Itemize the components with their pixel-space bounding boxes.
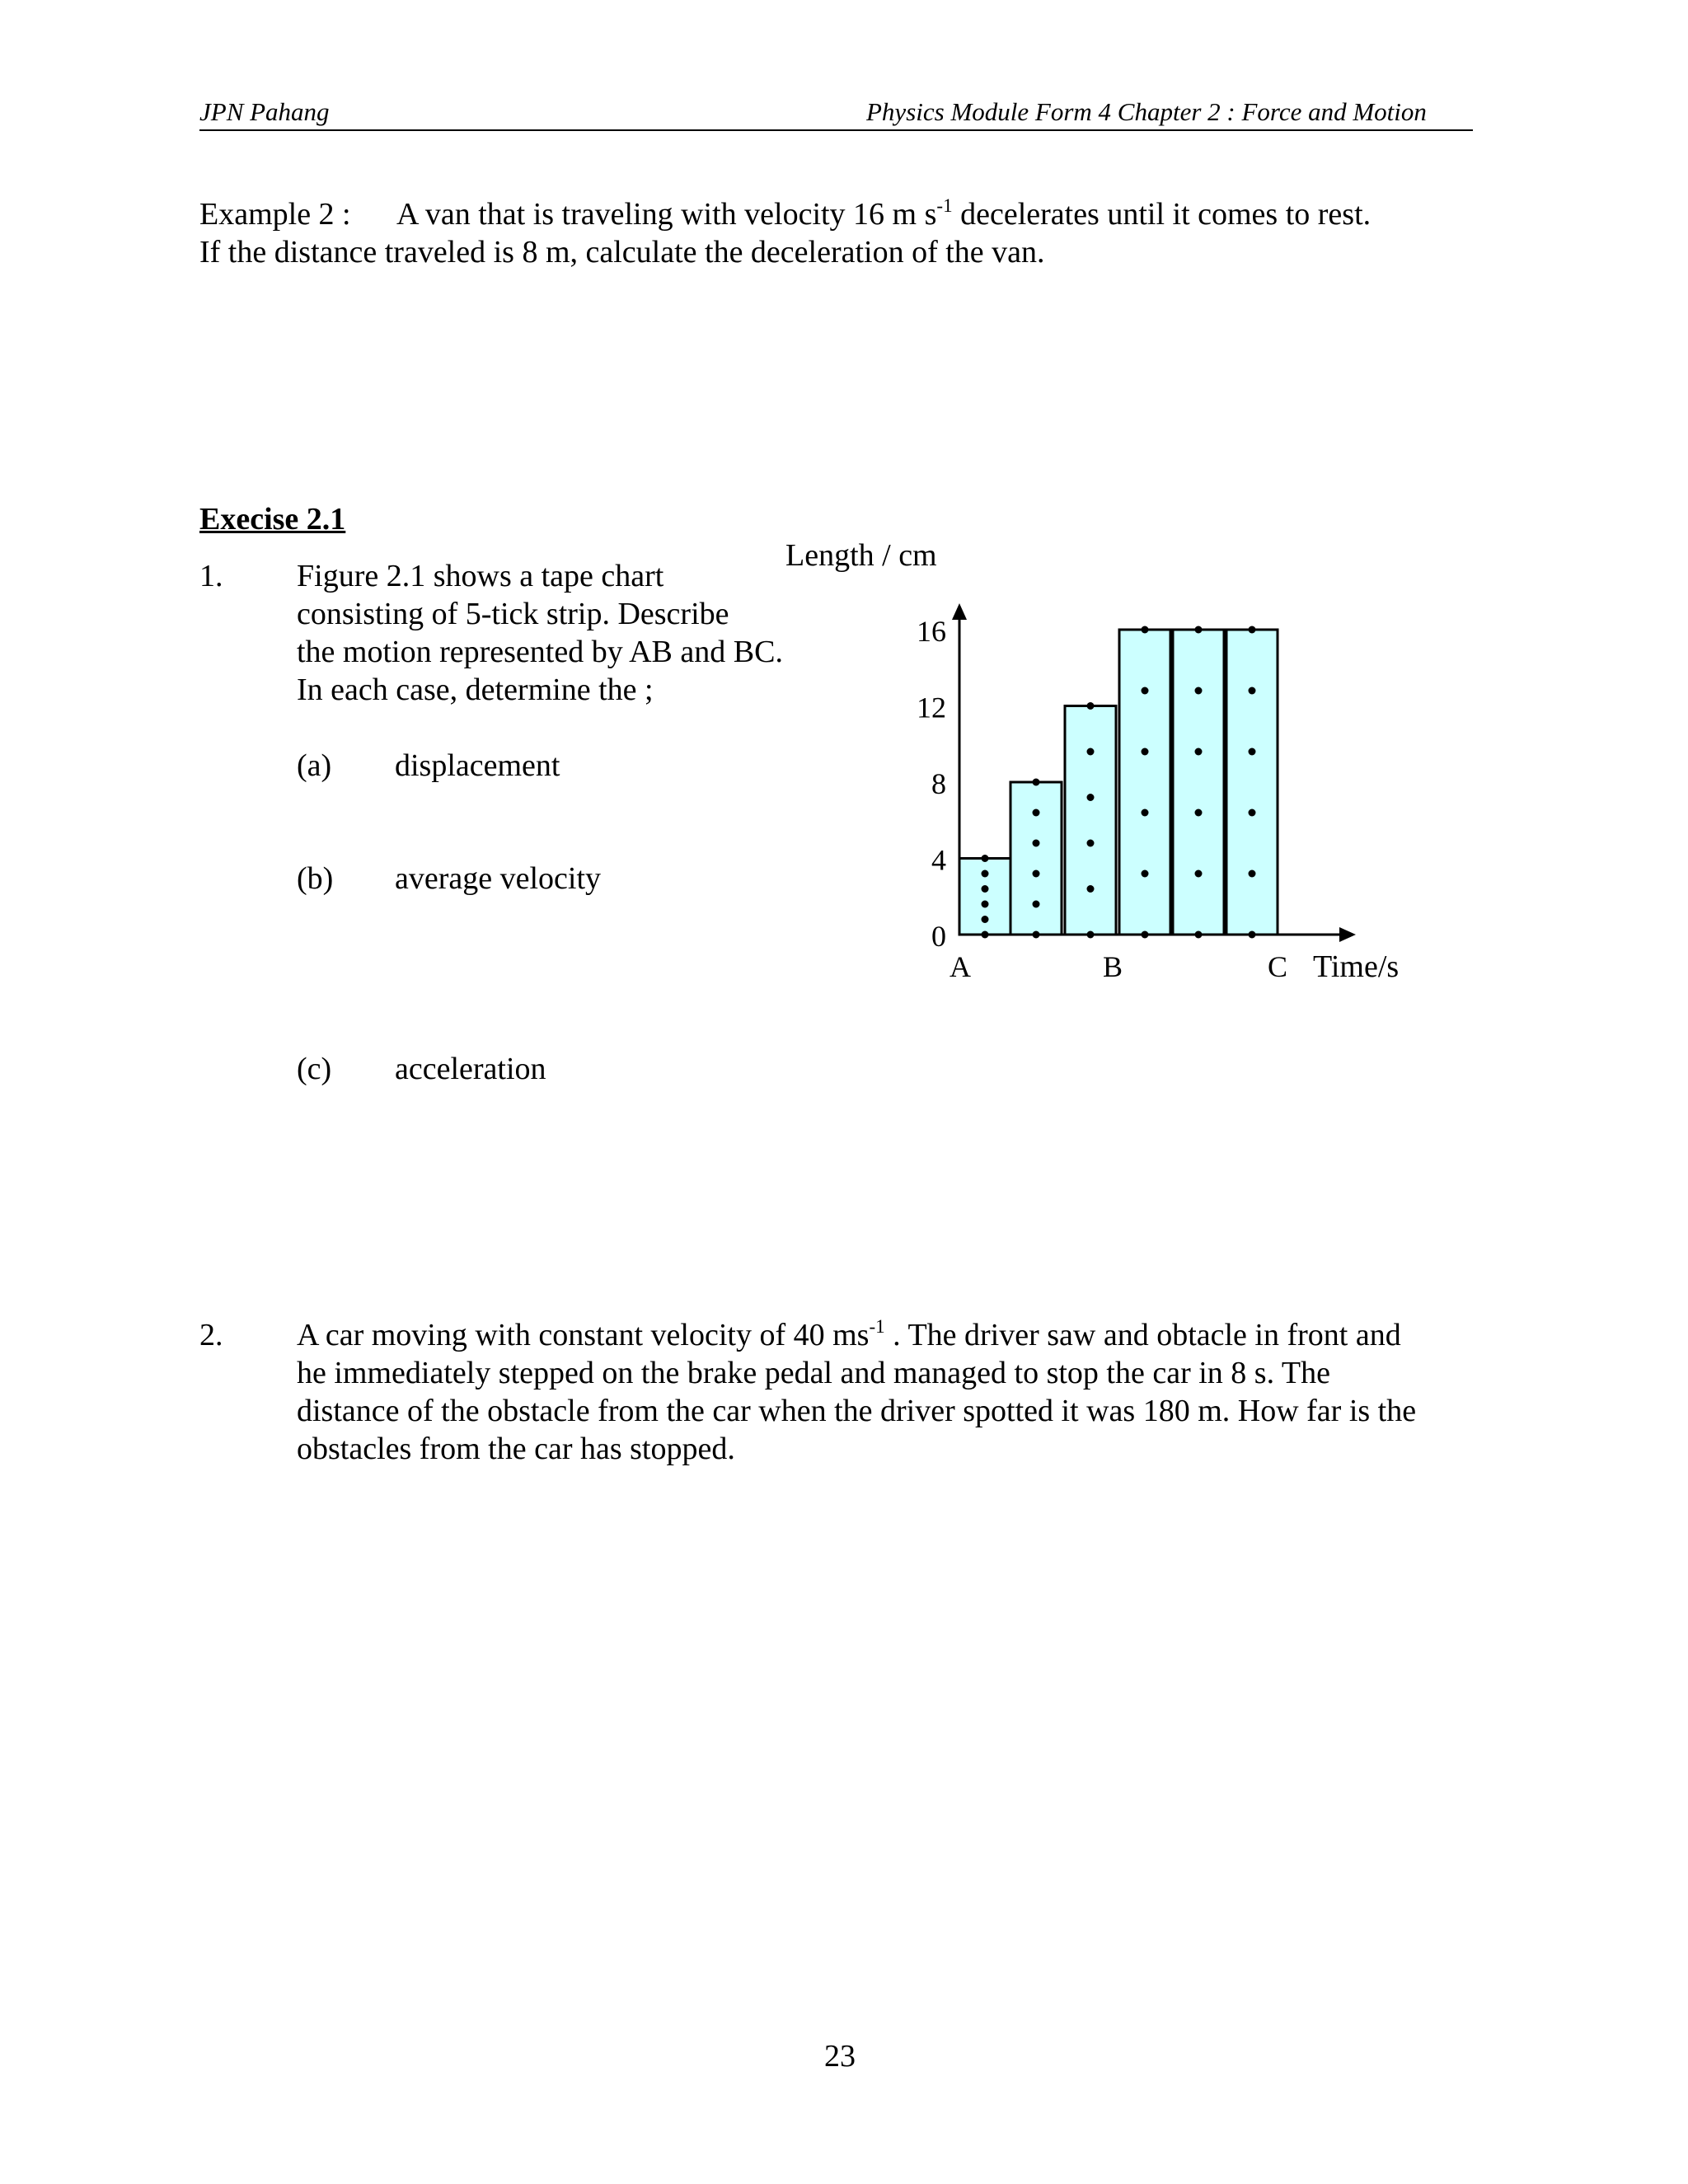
example-unit-exponent: -1 [936,195,953,216]
tape-strip-5 [1173,630,1224,935]
tick-dot [1195,626,1203,634]
tick-dot [982,916,989,923]
y-tick-label: 0 [931,920,946,953]
tick-dot [982,870,989,878]
tick-dot [1142,809,1149,817]
chart-y-axis-arrow [952,603,967,620]
tape-strip-2 [1010,782,1062,935]
chart-point-label-b: B [1103,950,1123,983]
q2-line-1-text: A car moving with constant velocity of 40 ms [297,1318,870,1352]
chart-bars [959,630,1278,935]
q1-part-a-label: (a) [297,748,332,783]
tick-dot [1195,870,1203,878]
q2-unit-exponent: -1 [869,1316,885,1337]
q1-line-3: the motion represented by AB and BC. [297,635,783,669]
chart-y-axis-label: Length / cm [785,538,937,573]
tape-strip-6 [1226,630,1278,935]
tick-dot [1087,702,1095,710]
tick-dot [1249,809,1256,817]
q2-line-4: obstacles from the car has stopped. [297,1432,735,1466]
tick-dot [982,855,989,862]
q2-line-2: he immediately stepped on the brake pedal and managed to stop the car in 8 s. The [297,1356,1330,1390]
q2-line-3: distance of the obstacle from the car when the driver spotted it was 180 m. How far is the [297,1394,1417,1428]
q2-number: 2. [199,1318,223,1352]
y-tick-label: 4 [931,843,946,877]
chart-point-label-a: A [950,950,971,983]
q1-line-4: In each case, determine the ; [297,673,654,707]
tick-dot [1195,809,1203,817]
tick-dot [1087,748,1095,756]
tick-dot [1033,809,1040,817]
tick-dot [1195,687,1203,695]
y-tick-label: 8 [931,767,946,800]
tick-dot [1249,748,1256,756]
tape-chart [0,0,1688,1030]
q1-part-a-text: displacement [395,748,560,783]
tick-dot [982,885,989,893]
tick-dot [1087,794,1095,801]
q2-line-1 [297,1316,1401,1354]
example-line-1-text: A van that is traveling with velocity 16 m s [396,197,937,232]
tick-dot [982,901,989,908]
tape-strip-1 [959,859,1010,935]
tick-dot [1033,840,1040,847]
chart-point-label-c: C [1268,950,1288,983]
q1-line-2: consisting of 5-tick strip. Describe [297,597,729,631]
example-line-2: If the distance traveled is 8 m, calculate the deceleration of the van. [199,235,1045,269]
header-right: Physics Module Form 4 Chapter 2 : Force and Motion [866,97,1427,126]
example-label: Example 2 : [199,197,351,232]
tick-dot [1142,687,1149,695]
q1-part-b-text: average velocity [395,861,602,896]
tick-dot [1249,687,1256,695]
q1-part-c-text: acceleration [395,1052,546,1086]
example-line-1-rest: decelerates until it comes to rest. [952,197,1372,232]
tick-dot [1033,901,1040,908]
tape-strip-4 [1119,630,1170,935]
chart-y-ticks [917,615,946,953]
y-tick-label: 16 [917,615,946,648]
tick-dot [1195,748,1203,756]
tick-dot [1087,840,1095,847]
tick-dot [1033,870,1040,878]
tick-dot [1142,748,1149,756]
chart-x-axis-arrow [1339,927,1356,942]
header-left: JPN Pahang [199,97,330,126]
tick-dot [1249,626,1256,634]
q1-part-b-label: (b) [297,861,334,896]
tick-dot [1249,870,1256,878]
q1-line-1: Figure 2.1 shows a tape chart [297,559,664,593]
tick-dot [1087,885,1095,893]
tick-dot [1142,626,1149,634]
tick-dot [1142,870,1149,878]
q1-number: 1. [199,559,223,593]
tape-strip-3 [1065,706,1116,935]
q2-line-1-rest: . The driver saw and obtacle in front and [884,1318,1401,1352]
tick-dot [1033,779,1040,786]
exercise-title: Execise 2.1 [199,502,346,537]
page-number: 23 [824,2039,856,2074]
q1-part-c-label: (c) [297,1052,332,1086]
chart-x-axis-label: Time/s [1313,949,1400,984]
y-tick-label: 12 [917,691,946,724]
